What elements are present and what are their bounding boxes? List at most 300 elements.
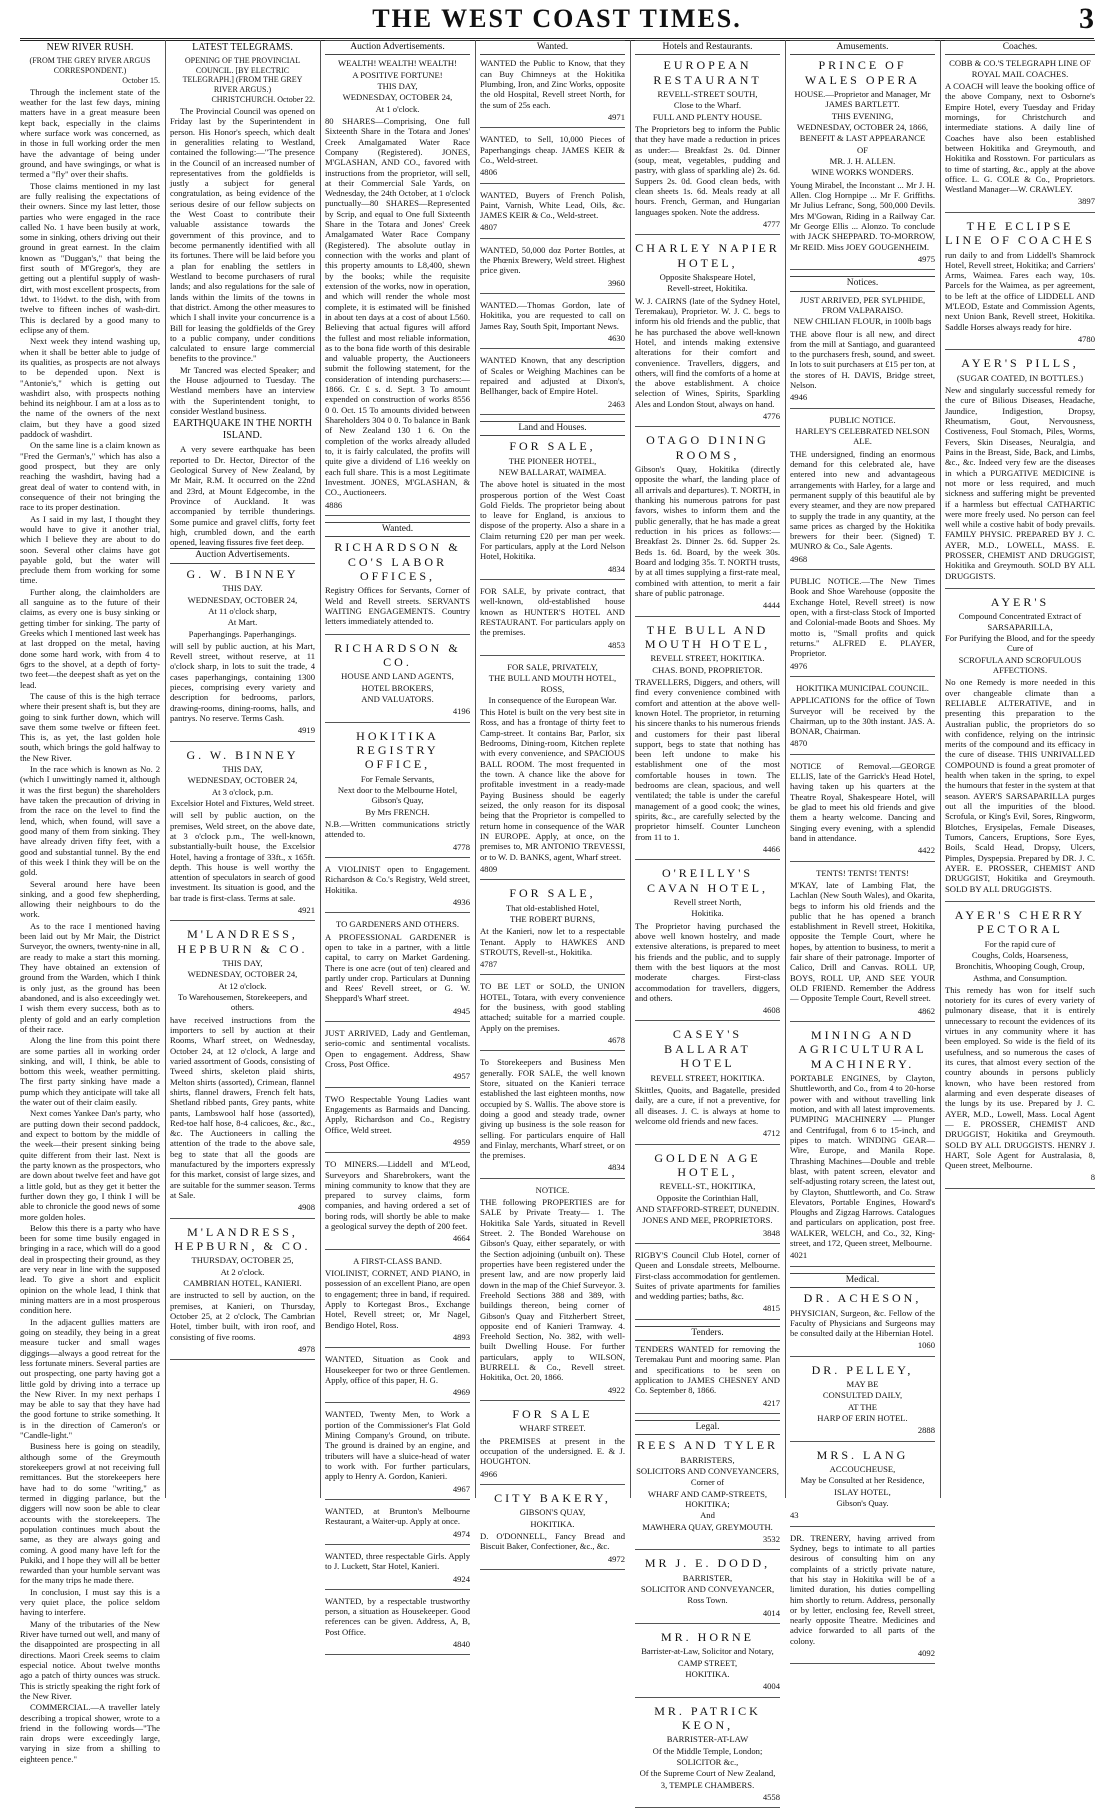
ad-ref-number: 4780 <box>1077 334 1095 345</box>
ad-line: HOKITIKA. <box>685 1668 730 1679</box>
column-divider <box>475 40 476 1498</box>
ad-body: WANTED, Twenty Men, to Work a portion of the Commissioner's Flat Gold Mining Company's Ground, on tribute. The ground is drained by an engine, and tributers will have a sluice-head of water to work with. For further particulars, apply to Henry A. Gordon, Kanieri. <box>325 1409 470 1482</box>
ad-headline: G. W. BINNEY <box>186 566 299 581</box>
ad-ref-left <box>945 334 970 344</box>
ad-ref-left: 4968 <box>790 553 808 564</box>
article-paragraph: Next week they intend washing up, when it shall be better able to judge of its qualities, as prospects are not always to be depended upon. Next is "Antonie's," which is getting out washdirt also, with prospects nothing behind its neighbour. I am at a loss as to the name of the owners of the next claim, but they have a good sized paddock of washdirt. <box>20 336 160 440</box>
column-divider <box>165 40 166 1498</box>
ad-body: TWO Respectable Young Ladies want Engagements as Barmaids and Dancing. Apply, Richardson and Co., Registry Office, Weld street. <box>325 1093 470 1135</box>
ad-line: Corner of <box>690 1477 725 1488</box>
ad-line: ACCOUCHEUSE, <box>829 1464 896 1475</box>
ad-ref-left <box>635 844 660 854</box>
ad-line: THE BULL AND MOUTH HOTEL, ROSS, <box>488 673 617 694</box>
ad-line: REVELL-STREET SOUTH, <box>657 89 758 100</box>
article-dateline: October 15. <box>122 76 160 86</box>
ad-line: MAY BE <box>846 1379 879 1390</box>
advertisement <box>325 1094 470 1154</box>
ad-line: HOUSE.—Proprietor and Manager, Mr JAMES BARTLETT. <box>794 89 931 110</box>
ad-ref-left <box>635 1534 660 1544</box>
ad-headline: FOR SALE <box>512 1407 593 1421</box>
ad-line: SOLICITOR &c., <box>676 1756 739 1767</box>
ad-line: SOLICITOR AND CONVEYANCER, <box>640 1584 775 1594</box>
ad-body: N.B.—Written communications strictly attended to. <box>325 819 470 840</box>
page-number: 3 <box>1079 2 1094 35</box>
ad-ref-number: 4834 <box>607 1162 625 1173</box>
ad-ref-left <box>325 1574 350 1584</box>
ad-headline: PRINCE OF WALES OPERA <box>804 58 921 87</box>
ad-line: PUBLIC NOTICE. <box>829 414 896 425</box>
ad-reference <box>480 640 625 650</box>
ad-body: have received instructions from the importers to sell by auction at their Rooms, Wharf street, on Wednesday, October 24, at 12 o'clock, A large and varied assortment of Goods, consisting of Tweed shirts, skeleton plaid shirts, Melton shirts (assorted), Crimean, flannel shirts, flannel drawers, French felt hats, Shetland ribbed pants, Grey pants, white pants, Lambswool half hose (assorted), Red-toe half hose, 8-4 calicoes, &c., &c., &c. The Auctioneers in calling the attention of the trade to the above sale, beg to state that all the goods are manufactured by the importers expressly for this market, consist of large sizes, and are suitable for the summer season. Terms at Sale. <box>170 1014 315 1201</box>
article-subheading: OPENING OF THE PROVINCIAL COUNCIL. [BY ELECTRIC TELEGRAPH.] (FROM THE GREY RIVER ARGUS.) <box>182 56 303 94</box>
article-paragraph: Next comes Yankee Dan's party, who are putting down their second paddock, and expect to bottom by the middle of the week—their present sinking being quite different from their last. Next is the party known as the prospectors, who are down about twelve feet and have got a little gold, but as they get it better the further down they go, I think I will be able to chronicle the good news of some more golden holes. <box>20 1108 160 1222</box>
ad-ref-number: 4834 <box>607 563 625 574</box>
ad-line: WHARF STREET. <box>519 1423 586 1434</box>
ad-reference <box>480 333 625 343</box>
ad-line: WHARF AND CAMP-STREETS, HOKITIKA; <box>647 1488 768 1510</box>
ad-ref-left <box>170 725 195 735</box>
advertisement <box>635 1704 780 1808</box>
advertisement <box>635 1344 780 1414</box>
ad-body: VIOLINIST, CORNET, AND PIANO, in possession of an excellent Piano, are open to engagement; three in band, if required. Apply to Kortegast Bros., Exchange Hotel, Revell street; or, Mr Nagel, Bendigo Hotel, Ross. <box>325 1268 470 1330</box>
advertisement <box>945 219 1095 351</box>
ad-line: WEDNESDAY, OCTOBER 24, <box>187 969 298 980</box>
ad-body: THE following PROPERTIES are for SALE by Private Treaty— 1. The Hokitika Sale Yards, situated in Revell Street. 2. The Bonded Warehouse on Gibson's Quay, either separately, or with the Section adjoining (unbuilt on). These properties have been registered under the present law, and are now properly laid down in the map of the Chief Surveyor. 3. Freehold Sections 388 and 389, with buildings thereon, being corner of Gibson's Quay and Fitzherbert Street, opposite end of Kanieri Tramway. 4. Freehold Section, No. 382, with well-built Dwelling House. For further particulars, apply to WILSON, BURRELL & Co., Revell street. Hokitika, Oct. 20, 1866. <box>480 1197 625 1383</box>
ad-body: Young Mirabel, the Inconstant ... Mr J. H. Allen. Clog Hornpipe ... Mr F. Griffiths. Mr Julius Lefranc, Song, 500,000 Devils. Mrs M'Gowan, Riding in a Railway Car. Mr George Ellis ... Alonzo. To conclude with JACK SHEPPARD. TO-MORROW, Mr REID. Miss JOEY GOUGENHEIM. <box>790 179 935 252</box>
advertisement <box>790 295 935 409</box>
advertisement <box>790 1533 935 1665</box>
ad-line: Asthma, and Consumption. <box>972 972 1068 983</box>
ad-line: Barrister-at-Law, Solicitor and Notary, <box>641 1646 774 1657</box>
ad-headline: FOR SALE, <box>509 886 596 901</box>
ad-headline: M'LANDRESS, HEPBURN, & CO. <box>174 1224 311 1254</box>
advertisement <box>635 58 780 235</box>
ad-line: Compound Concentrated Extract of SARSAPARILLA, <box>958 611 1082 632</box>
article-paragraph: In the adjacent gullies matters are going on steadily, they being in a great measure tucker and small wages diggings—always a good retreat for the less fortunate miners. Several parties are out prospecting, one party having got a little gold by driving into a terrace up the New River. In my next perhaps I may be able to say that they have had the good fortune to strike something. It is in the direction of Cameron's or "Candle-light." <box>20 1316 160 1441</box>
ad-ref-number: 4919 <box>297 725 315 736</box>
ad-line: HOKITIKA. <box>530 1518 575 1529</box>
ad-ref-number: 4853 <box>607 639 625 650</box>
ad-line: At 2 o'clock. <box>220 1266 265 1277</box>
article-paragraph: Many of the tributaries of the New River have turned out well, and many of the disappointed are prospecting in all directions. Maori Creek seems to claim especial notice. About twelve months ago a patch of thirty ounces was struck. This is strictly speaking the right fork of the New River. <box>20 1618 160 1701</box>
advertisement <box>325 1506 470 1545</box>
ad-reference <box>790 845 935 855</box>
masthead <box>20 4 1094 41</box>
ad-ref-left <box>635 1792 660 1802</box>
column-1 <box>20 40 160 1764</box>
ad-ref-left <box>635 600 660 610</box>
ad-line: TENTS! TENTS! TENTS! <box>816 867 909 878</box>
ad-reference <box>480 1469 625 1479</box>
ad-reference <box>480 1554 625 1564</box>
ad-headline: FOR SALE, <box>509 439 596 454</box>
ad-ref-left <box>325 1639 350 1649</box>
ad-line: Excelsior Hotel and Fixtures, Weld street. <box>170 797 315 808</box>
ad-body: To Storekeepers and Business Men generally. FOR SALE, the well known Store, situated on the Kanieri terrace established the last eighteen months, now occupied by S. Wallis. The above store is doing a good and steady trade, owner giving up business is the sole reason for selling. For particulars enquire of Hall and Finlay, merchants, Wharf street, or on the premises. <box>480 1057 625 1161</box>
article-paragraph: The Provincial Council was opened on Friday last by the Superintendent in person. His Honor's speech, which dealt in generalities relating to Westland, contained the following:—"The presence in the Council of an increased number of representatives from the goldfields is justly a subject for general congratulation, as being evidence of the serious desire of our fellow subjects on the West Coast to contribute their valuable assistance towards the government of this province, and to become permanently identified with all its fortunes. There will be laid before you a plan for enabling the settlers in Westland to become purchasers of rural lands; and also regulations for the sale of lands within the limits of the towns in that district. Among the other measures to which I shall invite your concurrence is a Bill for leasing the goldfields of the Grey to a public company, under conditions calculated to ensure large commercial benefits to the province." <box>170 105 315 364</box>
ad-line: At 11 o'clock sharp, <box>208 605 277 616</box>
ad-line: BARRISTER-AT-LAW <box>666 1734 749 1745</box>
advertisement <box>790 868 935 1022</box>
ad-line: At 1 o'clock. <box>375 103 420 114</box>
ad-line: WEDNESDAY, OCTOBER 24, 1866, <box>796 122 929 133</box>
ad-reference <box>170 1344 315 1354</box>
ad-reference <box>325 1574 470 1584</box>
ad-body: WANTED, by a respectable trustworthy person, a situation as Housekeeper. Good references can be given. Address, A, B, Post Office. <box>325 1595 470 1637</box>
advertisement <box>635 1630 780 1698</box>
ad-line: SCROFULA AND SCROFULOUS AFFECTIONS. <box>958 654 1082 675</box>
ad-body: A PROFESSIONAL GARDENER is open to take in a partner, with a little capital, to carry on Market Gardening. There is one acre (out of ten) cleared and partly under crop. Particulars at Dunning and Rees' Revell street, or G. W. Sheppard's Wharf street. <box>325 931 470 1004</box>
advertisement <box>170 748 315 922</box>
ad-line: TO GARDENERS AND OTHERS. <box>335 919 460 930</box>
ad-ref-number: 4921 <box>297 905 315 916</box>
ad-reference <box>480 112 625 122</box>
ad-line: Opposite the Corinthian Hall, <box>656 1192 759 1203</box>
ad-ref-left <box>635 411 660 421</box>
ad-body: This remedy has won for itself such notoriety for its cures of every variety of pulmonary disease, that it is entirely unnecessary to recount the evidences of its virtues in any community where it has been employed. So wide is the field of its usefulness, and so numerous the cases of its cures, that almost every section of the country abounds in persons publicly known, who have been restored from alarming and even desperate diseases of the lungs by its use. Prepared by J. C. AYER, M.D., Lowell, Mass. Local Agent— E. PROSSER, CHEMIST AND DRUGGIST, Hokitika and Greymouth. SOLD BY ALL DRUGGISTS. HENRY J. HART, Sole Agent for Australasia, 8, Queen street, Melbourne. <box>945 984 1095 1171</box>
advertisement <box>480 300 625 349</box>
ad-headline: CITY BAKERY, <box>494 1490 611 1505</box>
ad-reference <box>325 1137 470 1147</box>
ad-body: 80 SHARES—Comprising, One full Sixteenth Share in the Totara and Jones' Creek Amalgamated Water Race Company (Registered). JONES, M'GLASHAN, AND CO., favored with instructions from the proprietor, will sell, at their Commercial Sale Yards, on Wednesday, the 24th October, at 1 o'clock punctually—80 SHARES—Represented by Scrip, and equal to One full Sixteenth Share in the Totara and Jones' Creek Amalgamated Water Race Company (Registered). The absolute outlay in connection with the works and plant of this property amounts to L8,400, shewn by the books; while the requisite extension of the works, now in operation, and which will render the whole most complete, it is estimated will be finished in about ten days at a cost of about L560. Believing that actual figures will afford the fullest and most reliable information, as to the bona fide worth of this desirable and valuable property, the Auctioneers submit the following statement, for the consideration of intending purchasers:— 1866. Cr. £ s. d. Sept. 3 To amount expended on construction of works 8556 0 0. Oct. 15 To amounts divided between Shareholders 304 0 0. To balance in Bank of New Zealand 130 1 6. On the completion of the works already alluded to, it is fairly calculated, the profits will quite give a dividend of L16 weekly on each full share. This is a most Legitimate Investment. JONES, M'GLASHAN, & CO., Auctioneers. <box>325 115 470 498</box>
article-paragraph: As I said in my last, I thought they would have to give it another trial, which I believe they are about to do soon. Several other claims have got payable gold, but the water will preclude them from working for some time. <box>20 513 160 586</box>
ad-ref-number: 3960 <box>607 277 625 288</box>
ad-ref-left: 4806 <box>480 167 498 178</box>
ad-line: ISLAY HOTEL, <box>834 1486 891 1497</box>
ad-body: This Hotel is built on the very best site in Ross, and has a frontage of thirty feet to Camp-street. It contains Bar, Parlor, six Bedrooms, Dining-room, Kitchen replete with every convenience, and SPACIOUS BALL ROOM. The most frequented in the town. A chance like the above for profitable investment in a ready-made Paying Business should be eagerly seized, the only reason for its disposal being that the Proprietor is compelled to return home in consequence of the WAR IN EUROPE. Apply, at once, on the premises to, MR ANTONIO TREVESSI, or to W. D. BANKS, agent, Wharf street. <box>480 707 625 862</box>
advertisement <box>480 245 625 294</box>
section-heading: Coaches. <box>945 40 1095 55</box>
ad-line: AND STAFFORD-STREET, DUNEDIN. <box>635 1203 780 1214</box>
ad-reference <box>480 864 625 874</box>
ad-reference <box>790 1510 935 1520</box>
news-article <box>170 418 315 547</box>
ad-ref-number: 4608 <box>762 1005 780 1016</box>
advertisement <box>635 1151 780 1244</box>
ad-ref-left <box>790 1425 815 1435</box>
ad-line: May be Consulted at her Residence, <box>800 1475 925 1486</box>
article-paragraph: Business here is going on steadily, although some of the Greymouth storekeepers growl at not receiving full remittances. But the storekeepers here have had to do some "writing," as termed in digging parlance, but the diggers will now soon be able to clear accounts with the storekeepers. The population continues much about the same, as they are always going and coming. A good many have left for the Pukiki, and I hope they will all be better rewarded than your humble servant was for the many trips he made there. <box>20 1441 160 1586</box>
ad-body: THE above flour is all new, and direct from the mill at Santiago, and guaranteed to the purchasers fresh, sound, and sweet. In lots to suit purchasers at £15 per ton, at the stores of H. DAVIS, Bridge street, Nelson. <box>790 328 935 391</box>
ad-headline: G. W. BINNEY <box>186 747 299 762</box>
ad-line: By Mrs FRENCH. <box>365 806 430 817</box>
advertisement <box>325 1256 470 1349</box>
ad-line: JUST ARRIVED, PER SYLPHIDE, FROM VALPARAISO. <box>799 294 926 315</box>
ad-ref-number: 2463 <box>607 398 625 409</box>
article-paragraph: As to the race I mentioned having been laid out by Mr Mair, the District Surveyor, the owners, twenty-nine in all, are ready to make a start this morning. They have obtained an extension of ground from the Warden, which I think is only just, as the ground has been abandoned, and is also exceedingly wet. I wish them every success, both as to plenty of gold and an early completion of their race. <box>20 920 160 1034</box>
ad-reference <box>945 1172 1095 1182</box>
ad-ref-left: 4021 <box>790 1250 808 1261</box>
column-4 <box>480 40 625 1564</box>
ad-line: COBB & CO.'S TELEGRAPH LINE OF ROYAL MAIL COACHES. <box>949 58 1091 79</box>
ad-line: Close to the Wharf. <box>673 100 742 111</box>
section-heading: Legal. <box>635 1420 780 1435</box>
ad-line: 3, TEMPLE CHAMBERS. <box>660 1779 755 1790</box>
ad-reference <box>635 411 780 421</box>
ad-body: the PREMISES at present in the occupation of the undersigned. E. & J. HOUGHTON. <box>480 1435 625 1467</box>
ad-ref-left <box>325 842 350 852</box>
ad-ref-left <box>790 1006 815 1016</box>
article-paragraph: Along the line from this point there are some parties all in working order sinking, and will, I think, be able to bottom this week, weather permitting. The first party sinking have made a pump which they anticipate will take all the water out of their claim easily. <box>20 1035 160 1108</box>
ad-ref-left: 4976 <box>790 660 808 671</box>
advertisement <box>480 134 625 183</box>
column-divider <box>630 40 631 1498</box>
ad-reference <box>790 1250 935 1260</box>
ad-ref-left <box>480 333 505 343</box>
ad-body: WANTED, 50,000 doz Porter Bottles, at the Phœnix Brewery, Weld street. Highest price given. <box>480 244 625 276</box>
ad-line: NEW CHILIAN FLOUR, in 100lb bags <box>793 316 932 327</box>
ad-reference <box>635 1005 780 1015</box>
ad-reference <box>790 738 935 748</box>
ad-reference <box>480 1035 625 1045</box>
ad-body: At the Kanieri, now let to a respectable Tenant. Apply to HAWKES AND STROUTS, Revell-st., Hokitika. <box>480 926 625 957</box>
section-heading: Tenders. <box>635 1326 780 1341</box>
ad-line: FOR SALE, PRIVATELY, <box>507 661 598 672</box>
ad-body: TENDERS WANTED for removing the Teremakau Punt and mooring same. Plan and specifications to be seen on application to JAMES CHESNEY AND Co. September 8, 1866. <box>635 1344 780 1396</box>
ad-body: run daily to and from Liddell's Shamrock Hotel, Revell street, Hokitika; and Carriers' Arms, Waimea. Fares each way, 10s. Parcels for the Waimea, as per agreement, to be left at the office of LIDDELL AND M'LEOD, Estate and Commission Agents, next Union Bank, Revell street, Hokitika. Saddle Horses always ready for hire. <box>945 249 1095 332</box>
ad-reference <box>480 1385 625 1395</box>
ad-ref-number: 4217 <box>762 1397 780 1408</box>
advertisement <box>790 683 935 755</box>
ad-ref-number: 4959 <box>452 1136 470 1147</box>
ad-ref-number: 1060 <box>917 1340 935 1351</box>
ad-line: WINE WORKS WONDERS. <box>811 167 914 178</box>
article-paragraph: Through the inclement state of the weather for the last few days, mining matters have in a great measure been kept back, especially in the claims where surface work was concerned, as in those in full working order the men have the advantage of being under ground, and have swingings, or what is termed a "fly" over their shafts. <box>20 86 160 180</box>
ad-ref-left <box>790 1648 815 1658</box>
ad-reference <box>635 1681 780 1691</box>
section-heading: Auction Advertisements. <box>325 40 470 55</box>
ad-ref-number: 4893 <box>452 1331 470 1342</box>
ad-line: CAMBRIAN HOTEL, KANIERI. <box>183 1278 302 1289</box>
ad-body: will sell by public auction, on the premises, Weld street, on the above date, at 3 o'clock p.m., The well-known, substantially-built house, the Excelsior Hotel, having a frontage of 33ft., x 165ft. depth. This house is well worthy the attention of speculators in search of good investment. Its situation is good, and the bar trade is first-class. Terms at sale. <box>170 810 315 903</box>
ad-headline: DR. PELLEY, <box>811 1362 914 1377</box>
ad-ref-number: 4936 <box>452 896 470 907</box>
ad-reference <box>790 254 935 264</box>
ad-body: APPLICATIONS for the office of Town Surveyor will be received by the Chairman, up to the 30th instant. JAS. A. BONAR, Chairman. <box>790 695 935 737</box>
advertisement <box>325 1409 470 1500</box>
section-heading: Amusements. <box>790 40 935 55</box>
advertisement <box>325 919 470 1022</box>
ad-reference <box>325 1387 470 1397</box>
ad-ref-left <box>325 897 350 907</box>
ad-reference <box>170 905 315 915</box>
ad-line: Opposite Shakspeare Hotel, <box>659 272 756 283</box>
ad-line: BARRISTERS, <box>680 1454 735 1465</box>
ad-line: OF <box>857 144 868 155</box>
ad-ref-number: 4777 <box>762 218 780 229</box>
ad-ref-number: 4971 <box>607 111 625 122</box>
advertisement <box>170 1225 315 1361</box>
ad-line: Of the Middle Temple, London; <box>652 1745 763 1756</box>
ad-line: BENEFIT & LAST APPEARANCE <box>799 133 926 144</box>
ad-line: THE ROBERT BURNS, <box>509 913 596 924</box>
ad-ref-left <box>480 1554 505 1564</box>
ad-ref-number: 4466 <box>762 843 780 854</box>
news-article <box>20 42 160 1764</box>
ad-ref-number: 4945 <box>452 1005 470 1016</box>
ad-line: At Mart. <box>227 617 258 628</box>
ad-body: NOTICE of Removal.—GEORGE ELLIS, late of the Garrick's Head Hotel, having taken up his quarters at the Theatre Royal, Shakespeare Hotel, will be glad to meet his old friends and give them a hearty welcome. Dancing and Singing every evening, with a splendid band in attendance. <box>790 760 935 843</box>
section-heading: Auction Advertisements. <box>170 548 315 563</box>
ad-ref-left <box>635 1005 660 1015</box>
ad-reference <box>325 1233 470 1243</box>
ad-ref-left <box>480 640 505 650</box>
advertisement <box>325 1028 470 1088</box>
ad-line: Of the Supreme Court of New Zealand, <box>639 1768 776 1779</box>
ad-ref-left <box>480 278 505 288</box>
section-heading: Medical. <box>790 1273 935 1288</box>
ad-reference <box>945 334 1095 344</box>
ad-line: To Warehousemen, Storekeepers, and others. <box>177 992 308 1013</box>
ad-line: REVELL STREET, HOKITIKA. <box>650 1072 765 1083</box>
ad-body: PUBLIC NOTICE.—The New Times Book and Shoe Warehouse (opposite the Exchange Hotel, Revell street) is now open, with a first-class Stock of Imported and Colonial-made Boots and Shoes. My motto is, "Small profits and quick returns." ALFRED E. PLAYER, Proprietor. <box>790 576 935 659</box>
ad-line: REVELL-ST., HOKITIKA, <box>659 1181 756 1192</box>
ad-ref-number: 4972 <box>607 1553 625 1564</box>
ad-line: CAMP STREET, <box>677 1657 738 1668</box>
ad-line: HARP OF ERIN HOTEL. <box>817 1413 908 1424</box>
advertisement <box>945 595 1095 902</box>
ad-ref-number: 4840 <box>452 1639 470 1650</box>
ad-body: JUST ARRIVED, Lady and Gentleman, serio-comic and sentimental vocalists. Open to engagement. Address, Shaw Cross, Post Office. <box>325 1028 470 1070</box>
advertisement <box>480 1407 625 1485</box>
ad-reference <box>325 1332 470 1342</box>
advertisement <box>790 1363 935 1442</box>
ad-line: JONES AND MEE, PROPRIETORS. <box>642 1215 773 1226</box>
ad-body: WANTED, three respectable Girls. Apply to J. Luckett, Star Hotel, Kanieri. <box>325 1550 470 1572</box>
ad-headline: HOKITIKA REGISTRY OFFICE, <box>356 728 439 772</box>
ad-reference <box>170 1202 315 1212</box>
ad-reference <box>635 1792 780 1802</box>
advertisement <box>945 908 1095 1189</box>
ad-headline: AYER'S CHERRY PECTORAL <box>954 907 1086 937</box>
ad-ref-number: 8 <box>1090 1172 1095 1183</box>
ad-ref-left <box>635 1608 660 1618</box>
ad-headline: CASEY'S BALLARAT HOTEL <box>664 1027 751 1071</box>
ad-line: HOUSE AND LAND AGENTS, <box>341 671 454 682</box>
advertisement <box>480 886 625 975</box>
ad-body: WANTED Known, that any description of Scales or Weighing Machines can be repaired and adjusted at Dixon's, Bellhanger, back of Empire Hotel. <box>480 355 625 397</box>
ad-ref-left: 4966 <box>480 1468 498 1479</box>
ad-ref-left <box>170 1344 195 1354</box>
ad-reference <box>635 600 780 610</box>
advertisement <box>170 567 315 742</box>
advertisement <box>480 190 625 239</box>
ad-line: Gibson's Quay. <box>836 1498 889 1509</box>
ad-ref-left <box>325 1137 350 1147</box>
ad-ref-left <box>790 1340 815 1350</box>
ad-reference <box>790 1006 935 1016</box>
ad-body: WANTED, at Brunton's Melbourne Restaurant, a Waiter-up. Apply at once. <box>325 1505 470 1527</box>
article-paragraph: COMMERCIAL.—A traveller lately describing a tropical shower, wrote to a friend in the following words—"The rain drops were exceedingly large, varying in size from a shilling to eighteen pence." <box>20 1702 160 1764</box>
advertisement <box>945 356 1095 589</box>
ad-line: NOTICE. <box>535 1184 570 1195</box>
article-paragraph: Further along, the claimholders are all sanguine as to the future of their claims, as every one is busy sinking or getting timber for sinking. The party of Greeks which I mentioned last week has at last dropped on the metal, having done some hard work, with from 4 to 6grs to the shovel, at a depth of forty-two feet—the deepest shaft as yet on the lead. <box>20 586 160 690</box>
ad-headline: MINING AND AGRICULTURAL MACHINERY. <box>798 1027 927 1071</box>
advertisement <box>325 1159 470 1250</box>
article-paragraph: Mr Tancred was elected Speaker; and the House adjourned to Tuesday. The Westland members have an interview with the Superintendent tonight, to consider Westland business. <box>170 364 315 417</box>
ad-line: MAWHERA QUAY, GREYMOUTH. <box>642 1521 773 1532</box>
advertisement <box>480 1057 625 1178</box>
advertisement <box>635 241 780 427</box>
ad-ref-left <box>480 1035 505 1045</box>
article-paragraph: Those claims mentioned in my last are fully realising the expectations of their owners. Since my last letter, those parties who were engaged in the race called No. 1 have been busily at work, some in sinking, others driving out their ground in great earnest. In the claim known as "Duggan's," that being the first south of M'Gregor's, they are getting out a plentiful supply of wash-dirt, with most excellent prospects, from 1dwt. to 1½dwt. to the dish, with from twelve to fifteen inches of wash-dirt. This is declared by a good many to eclipse any of them. <box>20 180 160 335</box>
ad-line: Coughs, Colds, Hoarseness, <box>971 949 1069 960</box>
ad-headline: MR. PATRICK KEON, <box>654 1703 761 1732</box>
column-3 <box>325 40 470 1650</box>
column-7 <box>945 40 1095 1498</box>
ad-ref-left <box>945 1172 970 1182</box>
ad-body: D. O'DONNELL, Fancy Bread and Biscuit Baker, Confectioner, &c., &c. <box>480 1530 625 1552</box>
ad-reference <box>170 725 315 735</box>
advertisement <box>325 864 470 913</box>
column-divider <box>940 40 941 1498</box>
ad-ref-number: 4957 <box>452 1071 470 1082</box>
ad-reference <box>480 1162 625 1172</box>
advertisement <box>325 1354 470 1403</box>
ad-ref-left <box>480 399 505 409</box>
ad-body: WANTED, Buyers of French Polish, Paint, Varnish, White Lead, Oils, &c. JAMES KEIR & Co., Weld-street. <box>480 189 625 221</box>
ad-line: WEALTH! WEALTH! WEALTH! <box>337 58 458 69</box>
section-heading: Notices. <box>790 276 935 291</box>
ad-reference <box>325 842 470 852</box>
advertisement <box>790 58 935 270</box>
advertisement <box>635 433 780 616</box>
ad-headline: O'REILLY'S CAVAN HOTEL, <box>647 866 768 895</box>
ad-line: WEDNESDAY, OCTOBER 24, <box>187 775 298 786</box>
ad-reference <box>790 392 935 402</box>
advertisement <box>635 1250 780 1320</box>
ad-line: Bronchitis, Whooping Cough, Croup, <box>955 961 1085 972</box>
ad-headline: CHARLEY NAPIER HOTEL, <box>635 241 780 270</box>
ad-line: THIS DAY, <box>377 81 418 92</box>
ad-line: That old-established Hotel, <box>505 902 600 913</box>
ad-reference <box>480 278 625 288</box>
ad-ref-left <box>635 1681 660 1691</box>
ad-ref-left <box>325 1387 350 1397</box>
ad-ref-number: 4776 <box>762 411 780 422</box>
ad-reference <box>635 219 780 229</box>
ad-ref-left <box>170 905 195 915</box>
column-5 <box>635 40 780 1802</box>
ad-line: Hokitika. <box>691 908 724 919</box>
ad-line: Ross Town. <box>687 1595 728 1606</box>
ad-reference <box>790 1425 935 1435</box>
advertisement <box>790 415 935 570</box>
ad-ref-number: 3897 <box>1077 196 1095 207</box>
ad-reference <box>325 1529 470 1539</box>
ad-ref-left <box>480 1162 505 1172</box>
ad-line: A POSITIVE FORTUNE! <box>352 69 443 80</box>
ad-reference <box>790 554 935 564</box>
ad-body: WANTED.—Thomas Gordon, late of Hokitika, you are requested to call on James Ray, South Spit, Important News. <box>480 300 625 331</box>
article-paragraph: Several around here have been sinking, and a good few shepherding, allowing their neighbours to do the work. <box>20 878 160 920</box>
advertisement <box>635 623 780 861</box>
ad-headline: MR J. E. DODD, <box>644 1556 771 1571</box>
ad-ref-left: 4870 <box>790 738 808 749</box>
ad-ref-number: 3532 <box>762 1533 780 1544</box>
ad-line: And <box>700 1510 715 1521</box>
ad-headline: REES AND TYLER <box>636 1438 779 1453</box>
article-heading: LATEST TELEGRAMS. <box>192 42 293 53</box>
advertisement <box>325 540 470 634</box>
advertisement <box>480 58 625 128</box>
ad-reference <box>325 1484 470 1494</box>
ad-line: HARLEY'S CELEBRATED NELSON ALE. <box>795 426 930 447</box>
advertisement <box>635 1556 780 1624</box>
ad-line: THIS DAY. <box>222 583 263 594</box>
ad-reference <box>480 167 625 177</box>
ad-reference <box>790 1340 935 1350</box>
